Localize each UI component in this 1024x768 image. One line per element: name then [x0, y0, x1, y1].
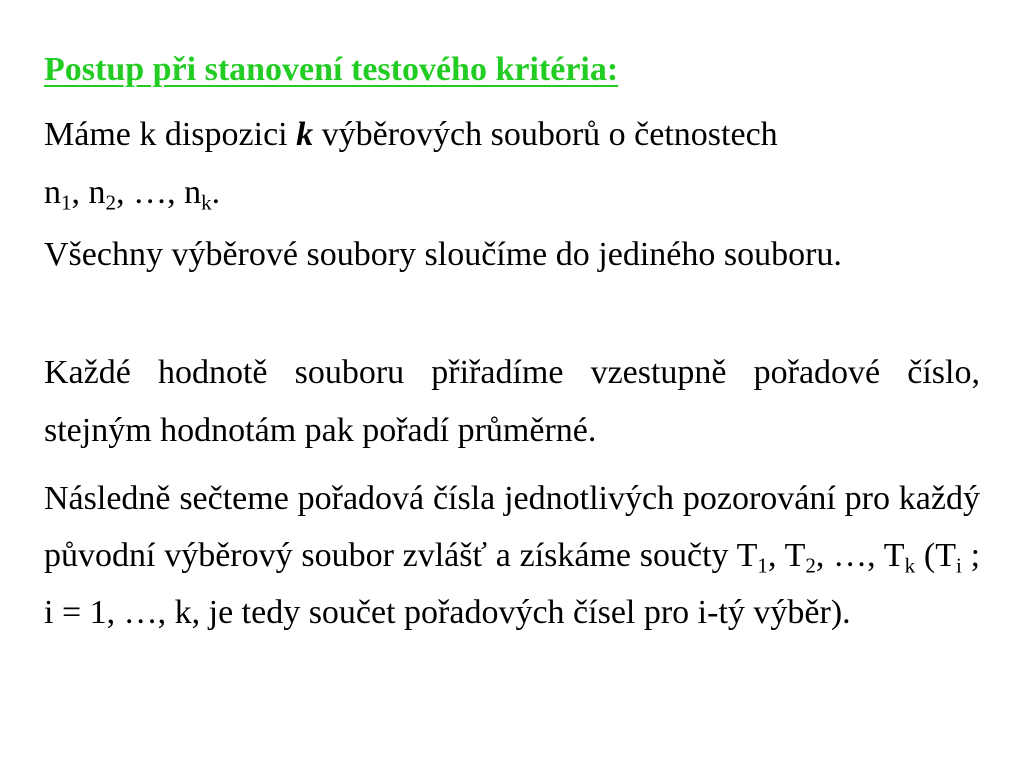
n-ellipsis: , …, n: [116, 174, 202, 211]
p4-text-after: ; i = 1, …, k, je tedy součet pořadových čísel pro i-tý výběr).: [44, 537, 981, 631]
t-separator: , T: [767, 537, 806, 574]
subscript-2: 2: [105, 190, 117, 215]
p1-text-before: Máme k dispozici: [44, 116, 297, 153]
subscript-k: k: [201, 190, 212, 215]
t-ellipsis: , …, T: [815, 537, 905, 574]
subscript-1: 1: [757, 553, 768, 578]
p1-end: .: [211, 174, 221, 211]
t-paren: (T: [915, 537, 956, 574]
n-separator: , n: [71, 174, 106, 211]
subscript-k: k: [904, 553, 916, 578]
subscript-2: 2: [805, 553, 816, 578]
paragraph-samples: [44, 106, 980, 222]
subscript-1: 1: [61, 190, 72, 215]
paragraph-merge: Všechny výběrové soubory sloučíme do jediného souboru.: [44, 236, 842, 273]
paragraph-rank-sums: [44, 470, 980, 641]
subscript-i: i: [955, 553, 962, 578]
p1-text-after: výběrových souborů o četnostech: [313, 116, 778, 153]
slide-heading: Postup při stanovení testového kritéria:: [44, 51, 619, 88]
variable-k: k: [296, 116, 314, 153]
p4-text-before: Následně sečteme pořadová čísla jednotlivých pozorování pro každý původní výběrový soubor zvlášť a získáme součty T: [44, 480, 980, 574]
n-symbol: n: [44, 174, 61, 211]
paragraph-ranking: Každé hodnotě souboru přiřadíme vzestupně pořadové číslo, stejným hodnotám pak pořadí průměrné.: [44, 354, 980, 449]
